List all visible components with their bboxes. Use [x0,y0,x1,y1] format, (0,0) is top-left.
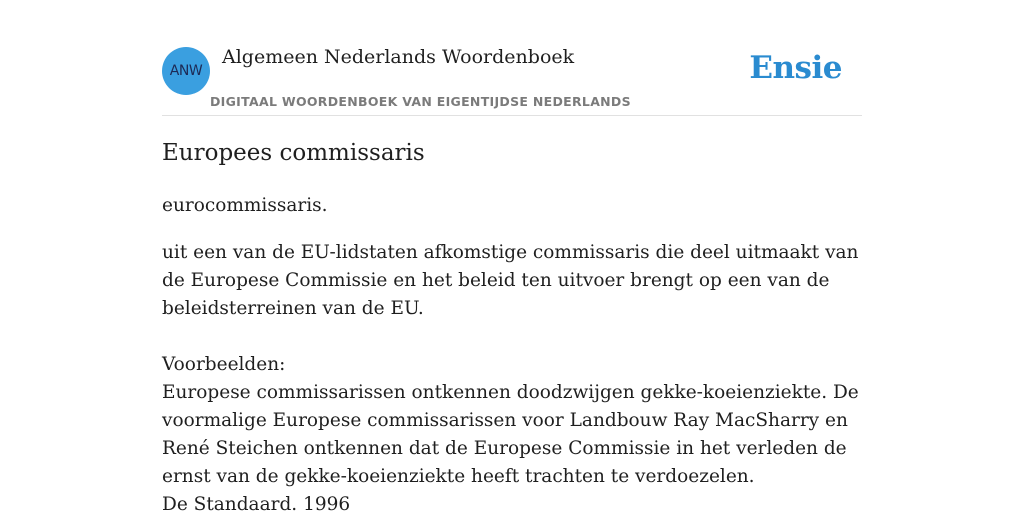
definition-text: uit een van de EU-lidstaten afkomstige commissaris die deel uitmaakt van de Europese Commissie en het beleid ten uitvoer brengt op een van de beleidsterreinen van de EU. [162,242,859,319]
synonym-text: eurocommissaris. [162,195,328,216]
ensie-brand-logo[interactable]: Ensie [749,50,842,86]
example-source: De Standaard. 1996 [162,494,351,512]
site-subtitle: DIGITAAL WOORDENBOEK VAN EIGENTIJDSE NEDERLANDS [210,94,631,109]
examples-heading: Voorbeelden: [162,354,286,375]
anw-logo[interactable]: ANW [162,47,210,95]
headword-title: Europees commissaris [162,140,425,166]
site-title[interactable]: Algemeen Nederlands Woordenboek [222,46,575,68]
entry-card [162,0,862,512]
example-text: Europese commissarissen ontkennen doodzwijgen gekke-koeienziekte. De voormalige Europese commissarissen voor Landbouw Ray MacSharry en René Steichen ontkennen dat de Europese Commissie in het verleden de ernst van de gekke-koeienziekte heeft trachten te verdoezelen. [162,382,859,487]
header-divider [162,115,862,116]
